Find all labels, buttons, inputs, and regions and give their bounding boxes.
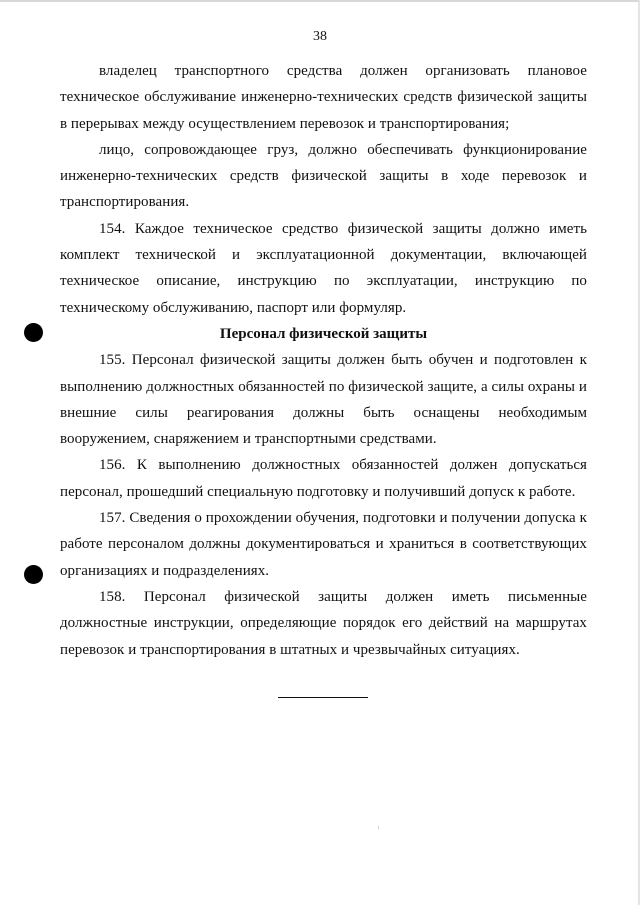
paragraph-154: 154. Каждое техническое средство физической защиты должно иметь комплект технической и эксплуатационной документации, включающей техническое описание, инструкцию по эксплуатации, инструкцию по техническому обслуживанию, паспорт или формуляр. xyxy=(60,220,587,316)
scan-artifact xyxy=(378,826,379,829)
punch-hole-mark xyxy=(24,565,43,584)
section-heading: Персонал физической защиты xyxy=(219,325,428,342)
page-number: 38 xyxy=(313,29,327,44)
paragraph-owner-maintenance: владелец транспортного средства должен организовать плановое техническое обслуживание инженерно-технических средств физической защиты в перерывах между осуществлением перевозок и транспортирования; xyxy=(60,63,587,132)
paragraph-158: 158. Персонал физической защиты должен иметь письменные должностные инструкции, определяющие порядок его действий на маршрутах перевозок и транспортирования в штатных и чрезвычайных ситуациях. xyxy=(60,588,587,658)
paragraph-escort-operation: лицо, сопровождающее груз, должно обеспечивать функционирование инженерно-технических средств физической защиты в ходе перевозок и транспортирования. xyxy=(60,141,587,211)
paragraph-157: 157. Сведения о прохождении обучения, подготовки и получении допуска к работе персоналом должны документироваться и храниться в соответствующих организациях и подразделениях. xyxy=(60,510,587,579)
end-of-text-rule xyxy=(278,697,368,698)
page-top-edge xyxy=(0,0,640,2)
punch-hole-mark xyxy=(24,323,43,342)
paragraph-156: 156. К выполнению должностных обязанностей должен допускаться персонал, прошедший специальную подготовку и получивший допуск к работе. xyxy=(60,457,587,500)
paragraph-155: 155. Персонал физической защиты должен быть обучен и подготовлен к выполнению должностных обязанностей по физической защите, а силы охраны и внешние силы реагирования должны быть оснащены необходимым вооружением, снаряжением и транспортными средствами. xyxy=(60,352,587,448)
document-body xyxy=(60,58,587,663)
